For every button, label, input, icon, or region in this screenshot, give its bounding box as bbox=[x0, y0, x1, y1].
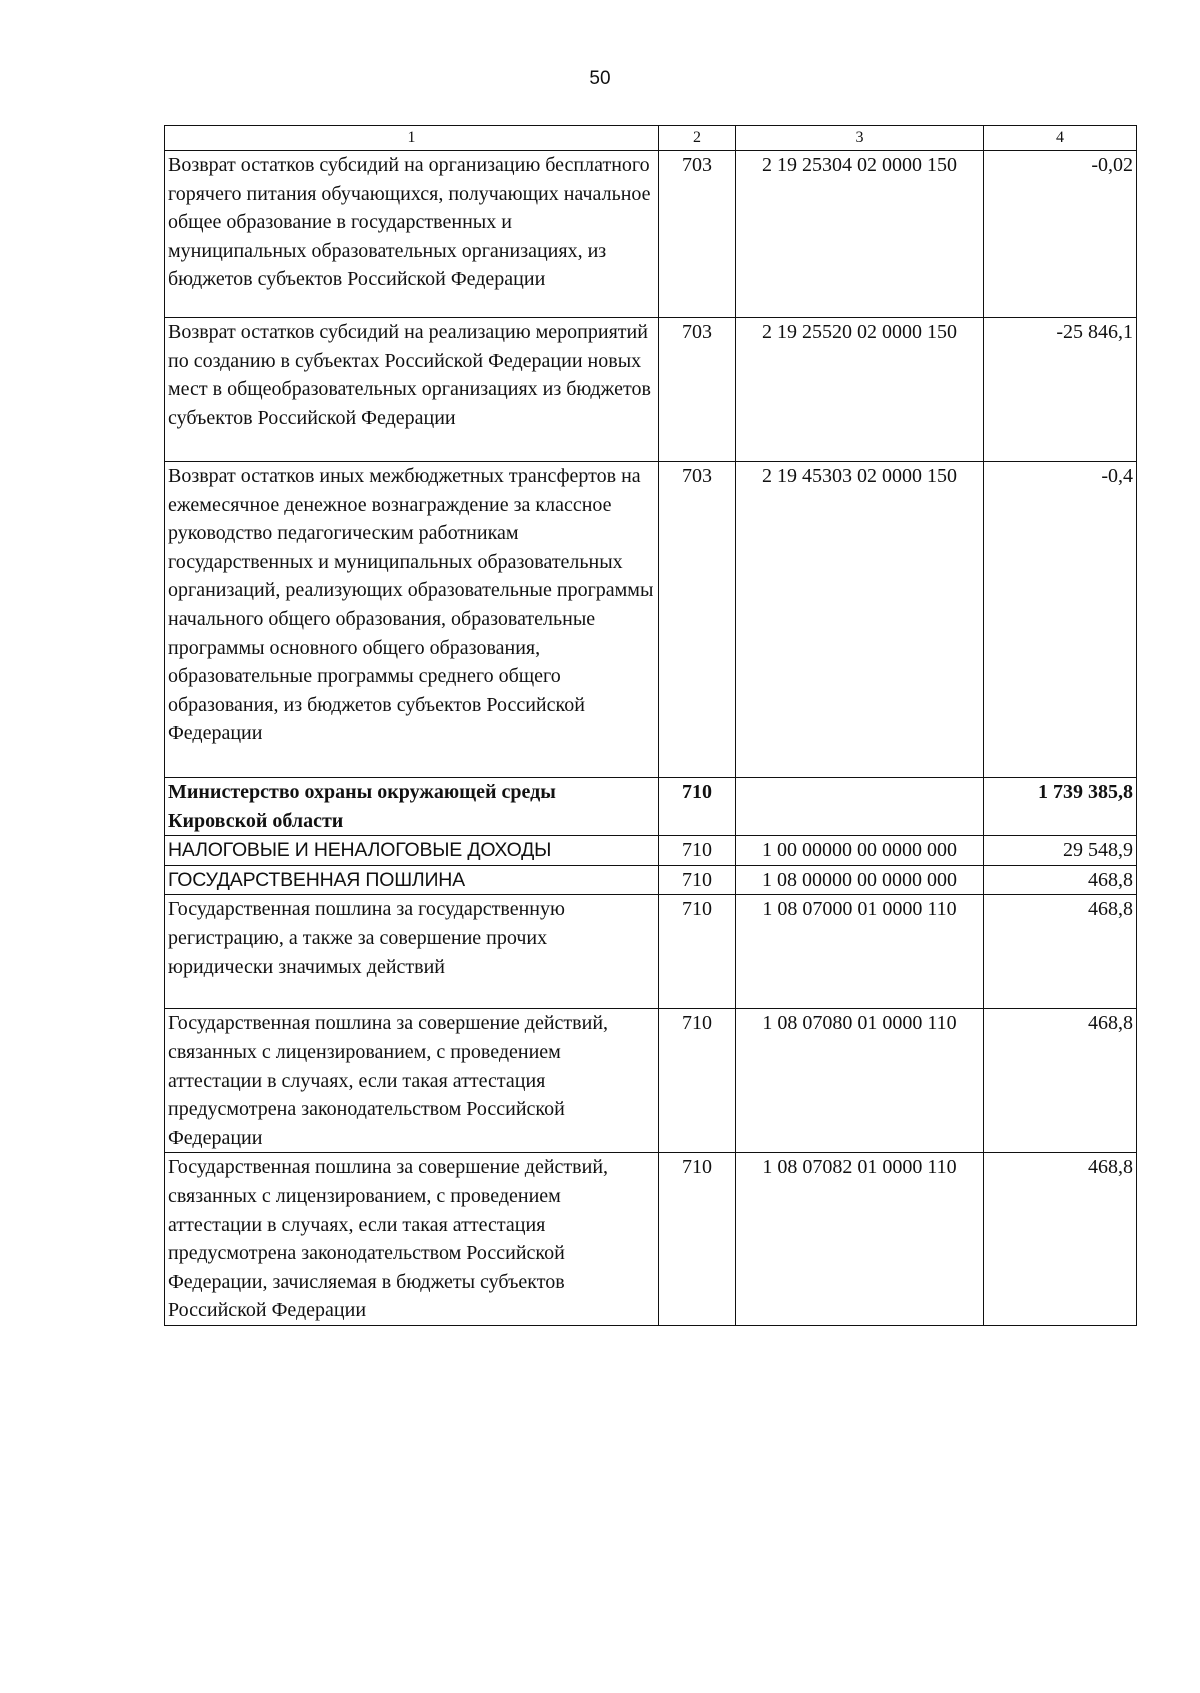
table-row bbox=[165, 151, 1137, 318]
row-code: 710 bbox=[659, 1009, 736, 1153]
row-name: ГОСУДАРСТВЕННАЯ ПОШЛИНА bbox=[165, 865, 659, 895]
table-row bbox=[165, 895, 1137, 1009]
row-amount: 1 739 385,8 bbox=[984, 778, 1137, 836]
row-name: Государственная пошлина за совершение действий, связанных с лицензированием, с проведением аттестации в случаях, если такая аттестация предусмотрена законодательством Российской Федерации, зачисляемая в бюджеты субъектов Российской Федерации bbox=[165, 1153, 659, 1326]
row-code: 710 bbox=[659, 865, 736, 895]
row-amount: 468,8 bbox=[984, 1153, 1137, 1326]
table-header-row bbox=[165, 126, 1137, 151]
table-row bbox=[165, 836, 1137, 866]
row-code: 710 bbox=[659, 778, 736, 836]
row-code: 710 bbox=[659, 836, 736, 866]
budget-table bbox=[164, 125, 1137, 1326]
row-name: Министерство охраны окружающей среды Кировской области bbox=[165, 778, 659, 836]
table-row bbox=[165, 1153, 1137, 1326]
row-kbk: 2 19 25304 02 0000 150 bbox=[736, 151, 984, 318]
row-name: Возврат остатков субсидий на реализацию мероприятий по созданию в субъектах Российской Федерации новых мест в общеобразовательных организациях из бюджетов субъектов Российской Федерации bbox=[165, 318, 659, 462]
row-name: Возврат остатков иных межбюджетных трансфертов на ежемесячное денежное вознаграждение за классное руководство педагогическим работникам государственных и муниципальных образовательных организаций, реализующих образовательные программы начального общего образования, образовательные программы основного общего образования, образовательные программы среднего общего образования, из бюджетов субъектов Российской Федерации bbox=[165, 462, 659, 778]
row-amount: 468,8 bbox=[984, 895, 1137, 1009]
row-kbk: 1 08 07080 01 0000 110 bbox=[736, 1009, 984, 1153]
table-row bbox=[165, 318, 1137, 462]
row-name: Государственная пошлина за государственную регистрацию, а также за совершение прочих юридически значимых действий bbox=[165, 895, 659, 1009]
row-amount: -0,4 bbox=[984, 462, 1137, 778]
table-row bbox=[165, 1009, 1137, 1153]
row-kbk: 2 19 45303 02 0000 150 bbox=[736, 462, 984, 778]
row-kbk bbox=[736, 778, 984, 836]
row-amount: 468,8 bbox=[984, 865, 1137, 895]
row-amount: 468,8 bbox=[984, 1009, 1137, 1153]
page-number: 50 bbox=[589, 68, 611, 89]
row-kbk: 1 08 00000 00 0000 000 bbox=[736, 865, 984, 895]
row-code: 703 bbox=[659, 462, 736, 778]
row-code: 703 bbox=[659, 151, 736, 318]
row-kbk: 2 19 25520 02 0000 150 bbox=[736, 318, 984, 462]
column-header-4: 4 bbox=[984, 126, 1137, 151]
column-header-3: 3 bbox=[736, 126, 984, 151]
row-code: 710 bbox=[659, 1153, 736, 1326]
row-kbk: 1 08 07082 01 0000 110 bbox=[736, 1153, 984, 1326]
row-kbk: 1 00 00000 00 0000 000 bbox=[736, 836, 984, 866]
row-name: НАЛОГОВЫЕ И НЕНАЛОГОВЫЕ ДОХОДЫ bbox=[165, 836, 659, 866]
row-name: Возврат остатков субсидий на организацию бесплатного горячего питания обучающихся, получающих начальное общее образование в государственных и муниципальных образовательных организациях, из бюджетов субъектов Российской Федерации bbox=[165, 151, 659, 318]
row-amount: -25 846,1 bbox=[984, 318, 1137, 462]
row-name: Государственная пошлина за совершение действий, связанных с лицензированием, с проведением аттестации в случаях, если такая аттестация предусмотрена законодательством Российской Федерации bbox=[165, 1009, 659, 1153]
row-code: 710 bbox=[659, 895, 736, 1009]
column-header-2: 2 bbox=[659, 126, 736, 151]
table-row-ministry bbox=[165, 778, 1137, 836]
table-row bbox=[165, 865, 1137, 895]
column-header-1: 1 bbox=[165, 126, 659, 151]
table-row bbox=[165, 462, 1137, 778]
row-kbk: 1 08 07000 01 0000 110 bbox=[736, 895, 984, 1009]
row-amount: -0,02 bbox=[984, 151, 1137, 318]
row-code: 703 bbox=[659, 318, 736, 462]
row-amount: 29 548,9 bbox=[984, 836, 1137, 866]
